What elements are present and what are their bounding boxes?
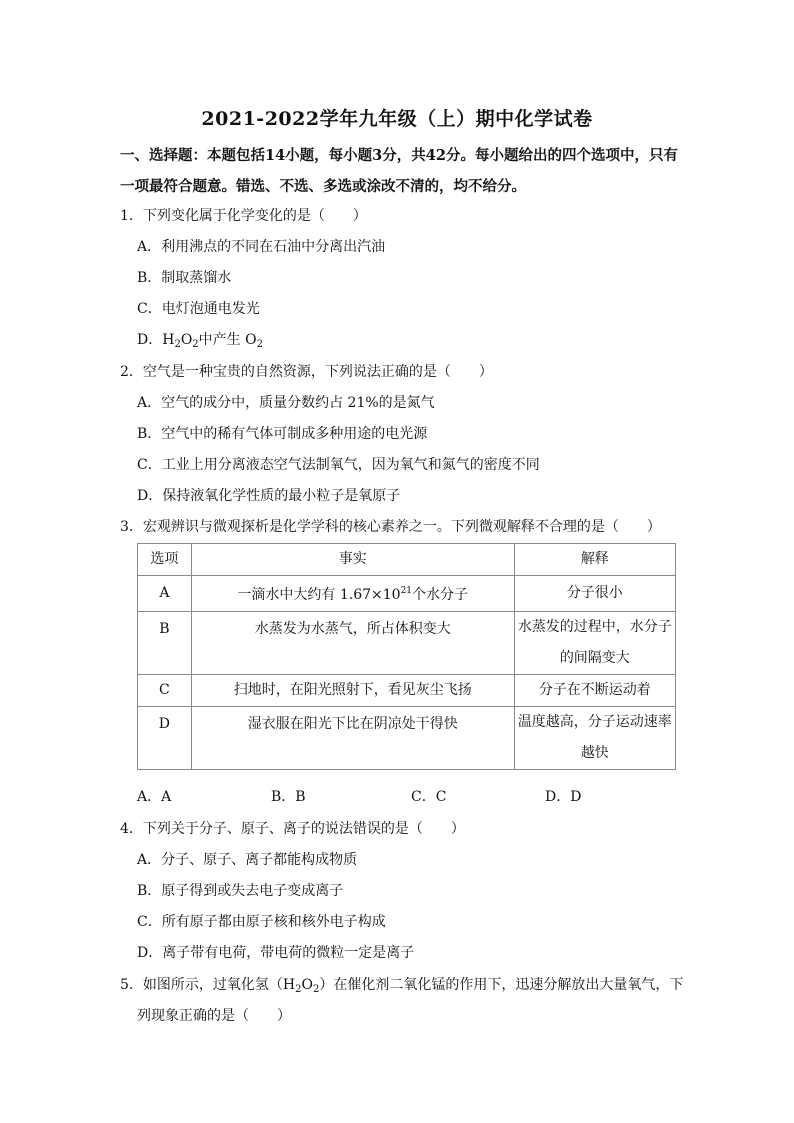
table-cell-fact: 一滴水中大约有 $1.67\times 10^{21}$个水分子 <box>191 576 514 612</box>
question-4-option-a: A．分子、原子、离子都能构成物质 <box>137 852 358 868</box>
table-cell-option: A <box>138 576 192 612</box>
table-cell-fact: 扫地时，在阳光照射下，看见灰尘飞扬 <box>191 675 514 707</box>
table-header-explanation: 解释 <box>514 544 675 576</box>
section-line-2: 一项最符合题意。错选、不选、多选或涂改不清的，均不给分。 <box>120 178 526 195</box>
table-header-fact: 事实 <box>191 544 514 576</box>
question-1-option-d: D．$H_2O_2$中产生 $O_2$ <box>137 332 263 350</box>
table-row <box>138 612 676 675</box>
question-5-stem: 5．如图所示，过氧化氢$(H_2O_2)$在催化剂二氧化锰的作用下，迅速分解放出大量氧气，下 <box>120 977 684 995</box>
table-cell-fact: 湿衣服在阳光下比在阴凉处干得快 <box>191 707 514 770</box>
question-2-option-d: D．保持液氧化学性质的最小粒子是氧原子 <box>137 488 401 504</box>
question-5-stem-line-2: 列现象正确的是（ ） <box>137 1008 291 1024</box>
table-cell-option: C <box>138 675 192 707</box>
table-row <box>138 675 676 707</box>
question-2-option-b: B．空气中的稀有气体可制成多种用途的电光源 <box>137 426 428 442</box>
question-4-option-c: C．所有原子都由原子核和核外电子构成 <box>137 914 386 930</box>
table-cell-option: D <box>138 707 192 770</box>
table-cell-explanation: 温度越高，分子运动速率 越快 <box>514 707 675 770</box>
table-cell-explanation: 分子很小 <box>514 576 675 612</box>
question-4-option-b: B．原子得到或失去电子变成离子 <box>137 883 344 899</box>
question-1-option-c: C．电灯泡通电发光 <box>137 301 260 317</box>
question-3-option-a: A．A <box>137 789 172 805</box>
question-1-stem: 1．下列变化属于化学变化的是（ ） <box>120 208 367 224</box>
question-4-stem: 4．下列关于分子、原子、离子的说法错误的是（ ） <box>120 821 465 837</box>
question-3-option-c: C．C <box>411 789 447 805</box>
question-4-option-d: D．离子带有电荷，带电荷的微粒一定是离子 <box>137 945 415 961</box>
question-2-stem: 2．空气是一种宝贵的自然资源，下列说法正确的是（ ） <box>120 364 493 380</box>
section-instructions <box>120 140 680 202</box>
table-cell-option: B <box>138 612 192 675</box>
question-2-option-c: C．工业上用分离液态空气法制氧气，因为氧气和氮气的密度不同 <box>137 457 540 473</box>
section-line-1: 一、选择题：本题包括14小题，每小题3分，共42分。每小题给出的四个选项中，只有 <box>120 147 678 164</box>
table-cell-fact: 水蒸发为水蒸气，所占体积变大 <box>191 612 514 675</box>
table-header-row <box>138 544 676 576</box>
table-cell-explanation: 水蒸发的过程中，水分子 的间隔变大 <box>514 612 675 675</box>
page-title: 2021-2022学年九年级（上）期中化学试卷 <box>201 108 593 130</box>
table-header-option: 选项 <box>138 544 192 576</box>
table-row <box>138 707 676 770</box>
question-1-option-b: B．制取蒸馏水 <box>137 270 232 286</box>
question-3-stem: 3．宏观辨识与微观探析是化学学科的核心素养之一。下列微观解释不合理的是（ ） <box>120 519 661 535</box>
question-3-option-b: B．B <box>271 789 306 805</box>
question-1-option-a: A．利用沸点的不同在石油中分离出汽油 <box>137 239 386 255</box>
question-3-table <box>137 543 676 770</box>
table-row <box>138 576 676 612</box>
question-3-option-d: D．D <box>545 789 582 805</box>
table-cell-explanation: 分子在不断运动着 <box>514 675 675 707</box>
question-2-option-a: A．空气的成分中，质量分数约占 21%的是氮气 <box>137 395 435 411</box>
